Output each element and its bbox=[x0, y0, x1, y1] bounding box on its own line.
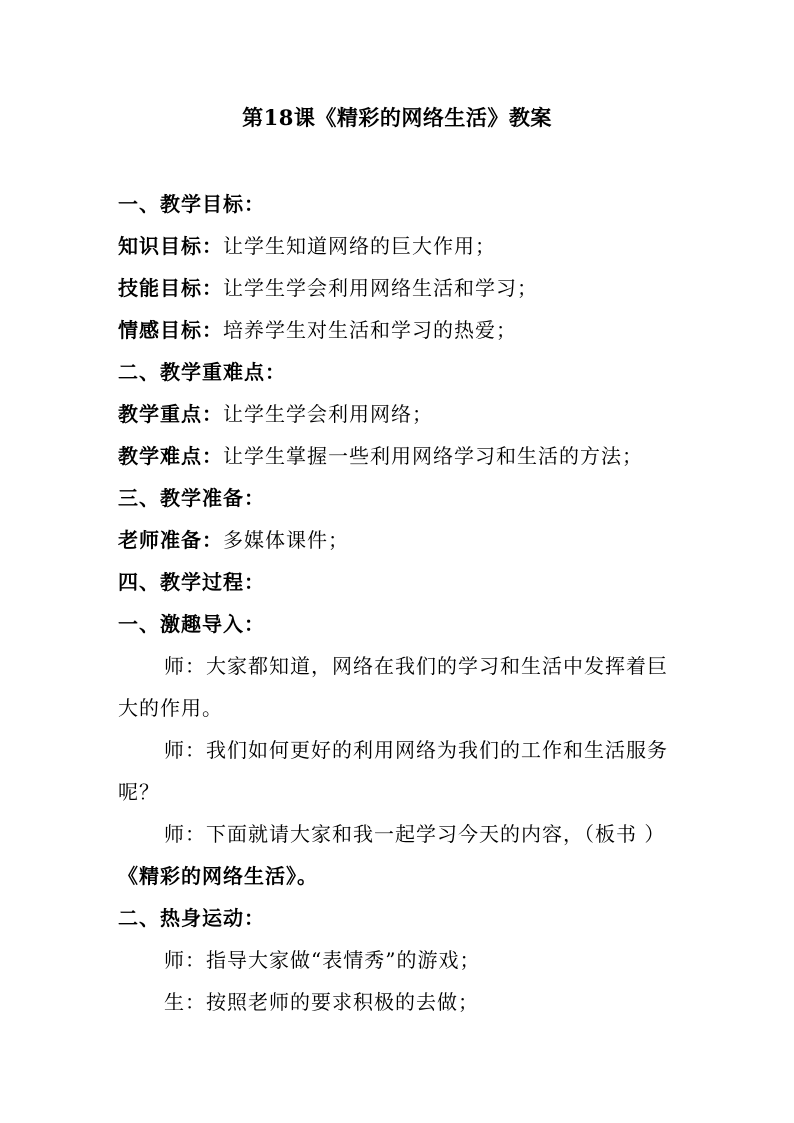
process-heading-intro: 一、激趣导入： bbox=[118, 612, 265, 636]
goal-emotion-text: 培养学生对生活和学习的热爱； bbox=[223, 318, 517, 342]
difficulty-label: 教学难点： bbox=[118, 444, 223, 468]
goal-knowledge bbox=[118, 232, 698, 260]
goal-skill bbox=[118, 274, 698, 302]
goal-skill-label: 技能目标： bbox=[118, 276, 223, 300]
key-point-label: 教学重点： bbox=[118, 402, 223, 426]
intro-paragraph-1-line-2: 大的作用。 bbox=[118, 696, 223, 720]
key-point-text: 让学生学会利用网络； bbox=[223, 402, 433, 426]
intro-paragraph-2-line-1: 师：我们如何更好的利用网络为我们的工作和生活服务 bbox=[164, 738, 668, 762]
warmup-paragraph-2: 生：按照老师的要求积极的去做； bbox=[164, 990, 479, 1014]
intro-paragraph-1-line-1: 师：大家都知道，网络在我们的学习和生活中发挥着巨 bbox=[164, 654, 668, 678]
process-heading-warmup: 二、热身运动： bbox=[118, 906, 265, 930]
warmup-paragraph-1: 师：指导大家做“表情秀”的游戏； bbox=[164, 948, 481, 972]
key-point bbox=[118, 400, 698, 428]
goal-emotion bbox=[118, 316, 698, 344]
section-heading-preparation: 三、教学准备： bbox=[118, 486, 265, 510]
difficulty-point bbox=[118, 442, 698, 470]
goal-knowledge-text: 让学生知道网络的巨大作用； bbox=[223, 234, 496, 258]
section-heading-key-points: 二、教学重难点： bbox=[118, 360, 286, 384]
section-heading-process: 四、教学过程： bbox=[118, 570, 265, 594]
goal-skill-text: 让学生学会利用网络生活和学习； bbox=[223, 276, 538, 300]
section-heading-goals: 一、教学目标： bbox=[118, 192, 265, 216]
difficulty-text: 让学生掌握一些利用网络学习和生活的方法； bbox=[223, 444, 643, 468]
teacher-prep-text: 多媒体课件； bbox=[223, 528, 349, 552]
intro-paragraph-3-line-1: 师：下面就请大家和我一起学习今天的内容，（板书 ） bbox=[164, 822, 666, 846]
document-title: 第18课《精彩的网络生活》教案 bbox=[242, 105, 552, 130]
teacher-preparation bbox=[118, 526, 698, 554]
intro-paragraph-2-line-2: 呢？ bbox=[118, 780, 160, 804]
teacher-prep-label: 老师准备： bbox=[118, 528, 223, 552]
goal-knowledge-label: 知识目标： bbox=[118, 234, 223, 258]
goal-emotion-label: 情感目标： bbox=[118, 318, 223, 342]
intro-paragraph-3-line-2: 《精彩的网络生活》。 bbox=[118, 864, 318, 888]
